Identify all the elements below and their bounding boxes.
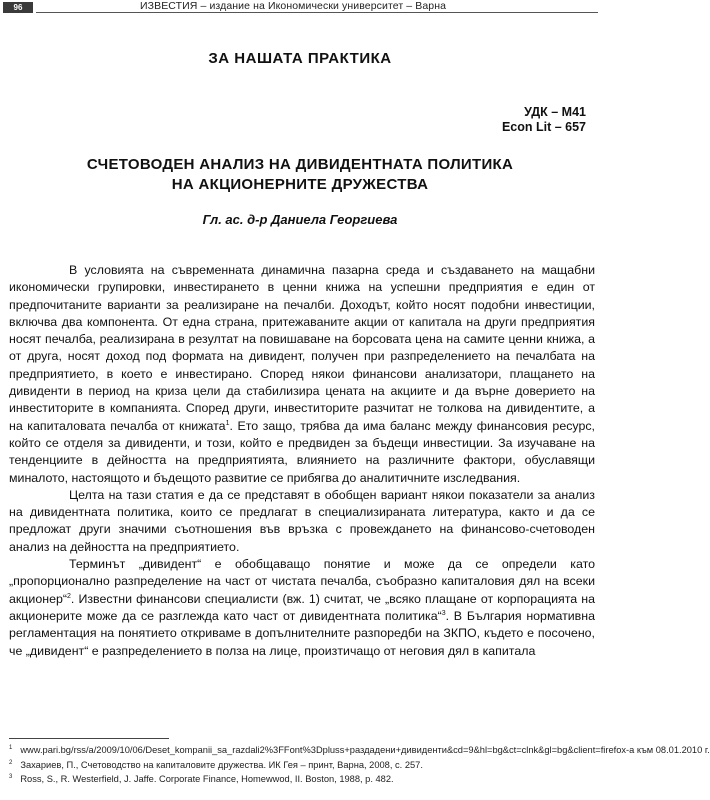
paragraph-1-text-a: В условията на съвременната динамична пазарна среда и създаването на мащабни икономически групировки, инвестирането в ценни книжа на успешни предприятия е един от предпочитаните варианти за реализиране на печалби. Доходът, който носят подобни инвестиции, включва два компонента. От една страна, притежаваните акции от капитала на други предприятия носят печалба, реализирана в резултат на повишаване на борсовата цена на самите ценни книжа, а от друга, носят доход под формата на дивидент, получен при разпределението на печалбата на предприятието, в което е инвестирано. Според някои финансови анализатори, плащането на дивиденти в период на криза цели да стабилизира цената на акциите и да върне доверието на инвеститорите в компанията. Според други, инвеститорите разчитат не толкова на дивидентите, а на капиталовата печалба от книжата bbox=[9, 263, 595, 433]
footnote-3-text: Ross, S., R. Westerfield, J. Jaffe. Corporate Finance, Homewwod, II. Boston, 1988, p. 482. bbox=[20, 774, 394, 785]
footnote-1-mark: 1 bbox=[9, 745, 13, 751]
article-title-line-1: СЧЕТОВОДЕН АНАЛИЗ НА ДИВИДЕНТНАТА ПОЛИТИКА bbox=[86, 156, 514, 173]
running-header bbox=[0, 0, 600, 13]
classification-codes bbox=[502, 105, 586, 135]
article-title bbox=[0, 155, 600, 195]
footnote-3-mark: 3 bbox=[9, 774, 13, 781]
paragraph-1 bbox=[9, 262, 595, 487]
paragraph-1-text-b: . Ето защо, трябва да има баланс между финансовия ресурс, който се отделя за дивиденти, и този, който е предвиден за бъдещи инвестиции. За изучаване на тенденциите в дейността на предприятията, влиянието на различните фактори, обуславящи миналото, настоящото и бъдещото развитие се прибягва до аналитичните изследвания. bbox=[9, 418, 595, 485]
footnote-2-text: Захариев, П., Счетоводство на капиталовите дружества. ИК Гея – принт, Варна, 2008, с. 257. bbox=[20, 759, 423, 770]
paragraph-2: Целта на тази статия е да се представят в обобщен вариант някои показатели за анализ на дивидентната политика, които се предлагат в специализираната литература, както и да се предложат други значими съотношения във връзка с провеждането на финансово-счетоводен анализ на дейността на предприятието. bbox=[9, 487, 595, 554]
footnote-2-mark: 2 bbox=[9, 759, 13, 766]
running-head-title: ИЗВЕСТИЯ – издание на Икономически университет – Варна bbox=[140, 0, 447, 12]
section-title: ЗА НАШАТА ПРАКТИКА bbox=[208, 50, 392, 67]
paragraph-3-text-c: . В България нормативна регламентация на понятието откриваме в допълнителните разпоредби на ЗКПО, където е посочено, че „дивидент“ е разпределението в полза на лице, произтичащо от неговия дял в капитала bbox=[9, 608, 595, 658]
footnote-3 bbox=[9, 771, 599, 786]
author: Гл. ас. д-р Даниела Георгиева bbox=[202, 212, 398, 227]
footnote-2 bbox=[9, 757, 599, 772]
econlit-code: Econ Lit – 657 bbox=[501, 120, 586, 134]
footnote-1-text: www.pari.bg/rss/a/2009/10/06/Deset_kompanii_sa_razdali2%3FFont%3Dpluss+раздадени+дивиденти&cd=9&hl=bg&ct=clnk&gl=bg&client=firefox-a към 08.01.2010 г. bbox=[20, 745, 710, 756]
page-number: 96 bbox=[3, 2, 33, 13]
footnotes bbox=[9, 742, 710, 786]
footnote-ref-3: 3 bbox=[441, 609, 446, 617]
footnote-ref-1: 1 bbox=[225, 419, 230, 427]
paragraph-3-text-b: . Известни финансови специалисти (вж. 1) считат, че „всяко плащане от корпорацията на акционерите може да се разглежда като част от дивидентната политика“ bbox=[9, 591, 595, 623]
header-rule bbox=[36, 12, 598, 13]
footnote-1 bbox=[9, 742, 710, 757]
paragraph-3-text-a: Терминът „дивидент“ е обобщаващо понятие и може да се определи като „пропорционално разпределение на част от чистата печалба, съобразно капиталовия дял на всеки акционер“ bbox=[9, 557, 595, 606]
paragraph-3 bbox=[9, 556, 595, 660]
udk-code: УДК – М41 bbox=[524, 105, 586, 119]
footnote-rule bbox=[9, 738, 169, 739]
article-title-line-2: НА АКЦИОНЕРНИТЕ ДРУЖЕСТВА bbox=[171, 176, 429, 193]
article-body bbox=[9, 262, 595, 660]
footnote-ref-2: 2 bbox=[66, 592, 71, 600]
